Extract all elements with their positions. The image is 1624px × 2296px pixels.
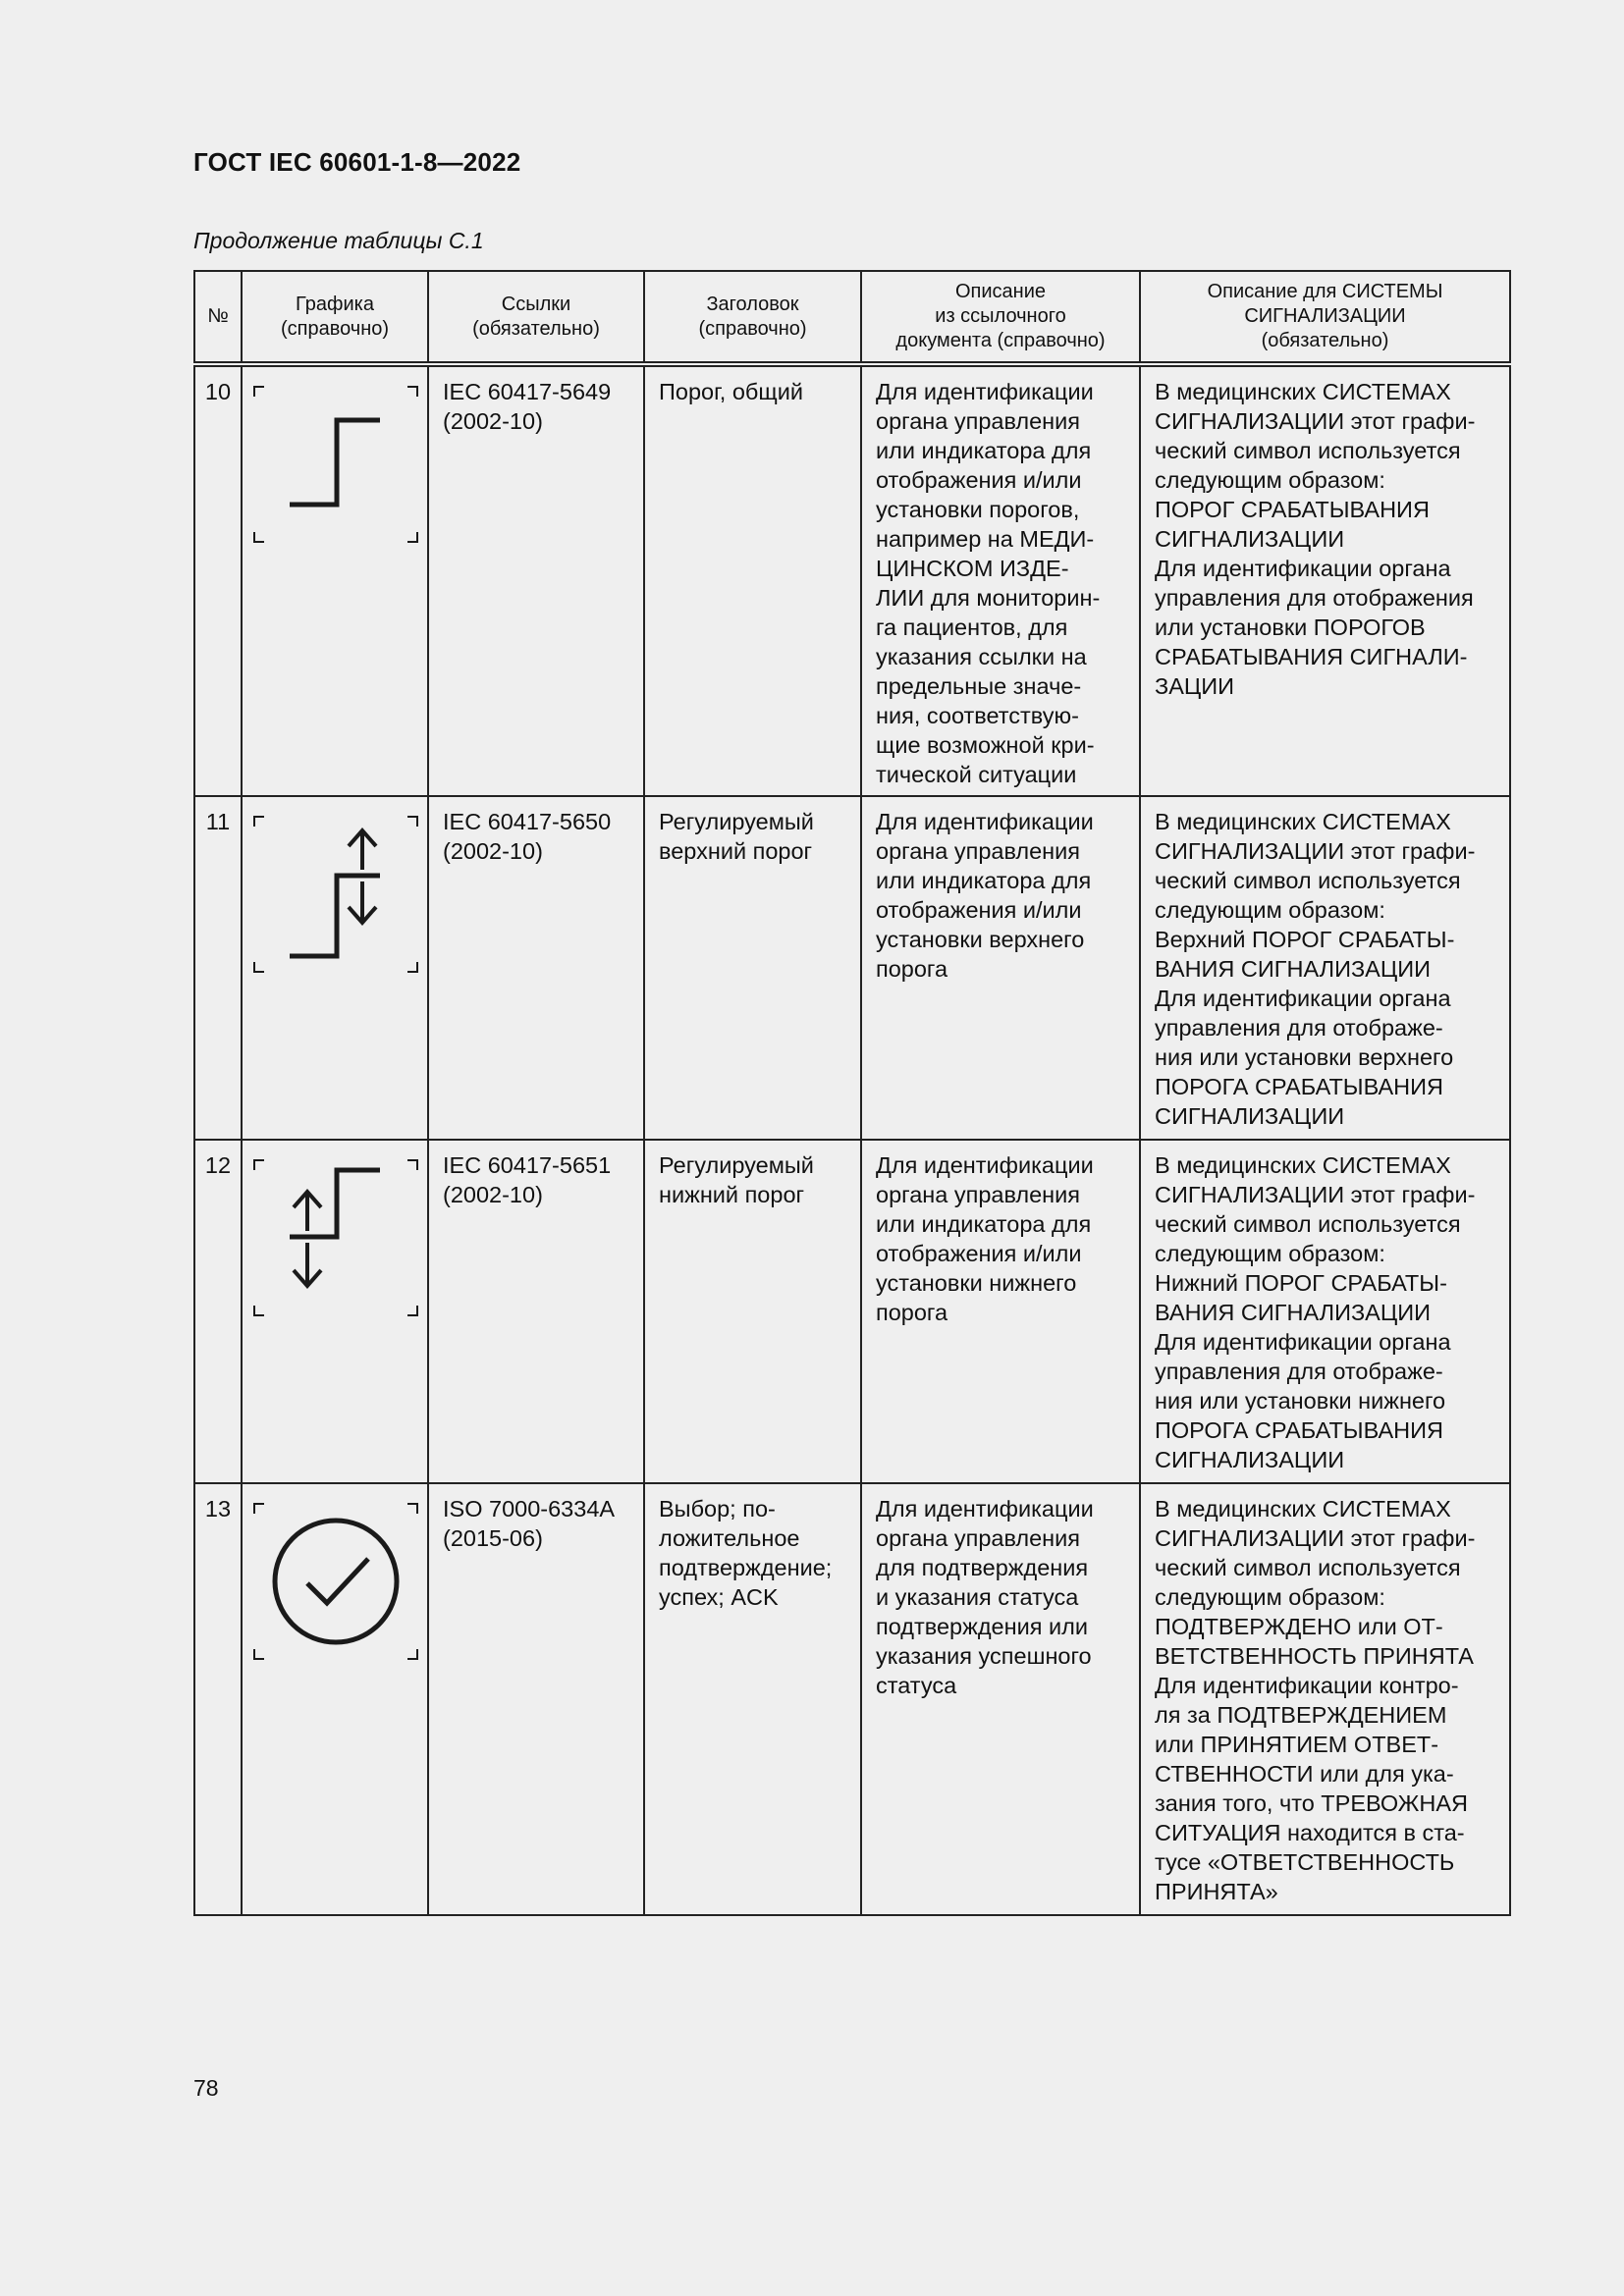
alarm-description-cell: В медицинских СИСТЕМАХ СИГНАЛИЗАЦИИ этот графи- ческий символ используется следующим образом: Верхний ПОРОГ СРАБАТЫ- ВАНИЯ СИГНАЛИЗАЦИИ Для идентификации органа управления для отображе- ния или установки верхнего ПОРОГА СРАБАТЫВАНИЯ СИГНАЛИЗАЦИИ [1140, 796, 1510, 1140]
ref-description-cell: Для идентификации органа управления для подтверждения и указания статуса подтверждения или указания успешного статуса [861, 1483, 1140, 1915]
checkmark-circle-icon [248, 1492, 423, 1669]
heading-cell: Выбор; по- ложительное подтверждение; успех; ACK [644, 1483, 861, 1915]
row-number: 13 [194, 1483, 242, 1915]
threshold-general-icon [248, 375, 423, 552]
graphic-cell [242, 1483, 428, 1915]
col-header-reference: Ссылки (обязательно) [428, 271, 644, 364]
table-row [194, 1483, 1510, 1915]
adjustable-lower-threshold-icon [248, 1148, 423, 1325]
graphic-cell [242, 364, 428, 796]
heading-cell: Порог, общий [644, 364, 861, 796]
col-header-graphic: Графика (справочно) [242, 271, 428, 364]
table-row [194, 1140, 1510, 1483]
table-caption: Продолжение таблицы С.1 [193, 228, 484, 253]
page-number: 78 [193, 2075, 219, 2101]
col-header-heading: Заголовок (справочно) [644, 271, 861, 364]
graphic-cell [242, 796, 428, 1140]
heading-cell: Регулируемый верхний порог [644, 796, 861, 1140]
table-header-row [194, 271, 1510, 364]
ref-description-cell: Для идентификации органа управления или индикатора для отображения и/или установки нижнего порога [861, 1140, 1140, 1483]
reference-cell: IEC 60417-5649 (2002-10) [428, 364, 644, 796]
reference-cell: IEC 60417-5651 (2002-10) [428, 1140, 644, 1483]
table-row [194, 364, 1510, 796]
alarm-description-cell: В медицинских СИСТЕМАХ СИГНАЛИЗАЦИИ этот графи- ческий символ используется следующим образом: ПОРОГ СРАБАТЫВАНИЯ СИГНАЛИЗАЦИИ Для идентификации органа управления для отображения или установки ПОРОГОВ СРАБАТЫВАНИЯ СИГНАЛИ- ЗАЦИИ [1140, 364, 1510, 796]
col-header-ref-description: Описание из ссылочного документа (справочно) [861, 271, 1140, 364]
row-number: 11 [194, 796, 242, 1140]
col-header-alarm-description: Описание для СИСТЕМЫ СИГНАЛИЗАЦИИ (обязательно) [1140, 271, 1510, 364]
ref-description-cell: Для идентификации органа управления или индикатора для отображения и/или установки верхнего порога [861, 796, 1140, 1140]
alarm-description-cell: В медицинских СИСТЕМАХ СИГНАЛИЗАЦИИ этот графи- ческий символ используется следующим образом: ПОДТВЕРЖДЕНО или ОТ- ВЕТСТВЕННОСТЬ ПРИНЯТА Для идентификации контро- ля за ПОДТВЕРЖДЕНИЕМ или ПРИНЯТИЕМ ОТВЕТ- СТВЕННОСТИ или для ука- зания того, что ТРЕВОЖНАЯ СИТУАЦИЯ находится в ста- тусе «ОТВЕТСТВЕННОСТЬ ПРИНЯТА» [1140, 1483, 1510, 1915]
heading-cell: Регулируемый нижний порог [644, 1140, 861, 1483]
row-number: 10 [194, 364, 242, 796]
ref-description-cell: Для идентификации органа управления или индикатора для отображения и/или установки порогов, например на МЕДИ- ЦИНСКОМ ИЗДЕ- ЛИИ для мониторин- га пациентов, для указания ссылки на предельные значе- ния, соответствую- щие возможной кри- тической ситуации [861, 364, 1140, 796]
symbols-table [193, 270, 1511, 1916]
table-row [194, 796, 1510, 1140]
row-number: 12 [194, 1140, 242, 1483]
adjustable-upper-threshold-icon [248, 805, 423, 982]
alarm-description-cell: В медицинских СИСТЕМАХ СИГНАЛИЗАЦИИ этот графи- ческий символ используется следующим образом: Нижний ПОРОГ СРАБАТЫ- ВАНИЯ СИГНАЛИЗАЦИИ Для идентификации органа управления для отображе- ния или установки нижнего ПОРОГА СРАБАТЫВАНИЯ СИГНАЛИЗАЦИИ [1140, 1140, 1510, 1483]
graphic-cell [242, 1140, 428, 1483]
reference-cell: IEC 60417-5650 (2002-10) [428, 796, 644, 1140]
col-header-number: № [194, 271, 242, 364]
document-title: ГОСТ IEC 60601-1-8—2022 [193, 147, 521, 177]
reference-cell: ISO 7000-6334A (2015-06) [428, 1483, 644, 1915]
